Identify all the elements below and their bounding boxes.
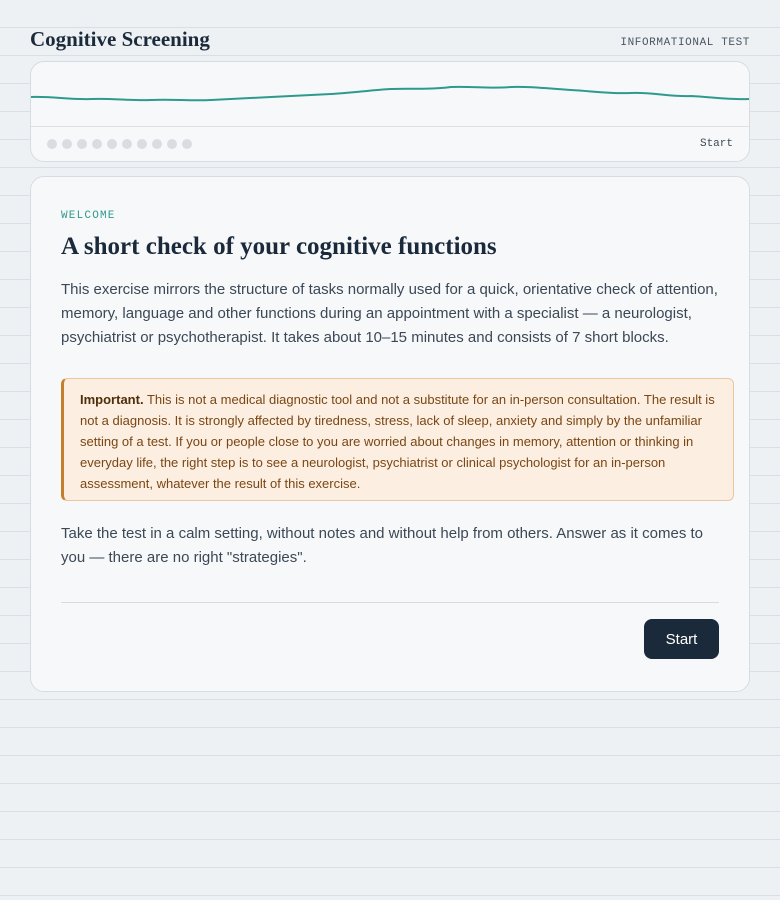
progress-divider [31,126,749,127]
progress-panel [30,61,750,162]
warning-paragraph [80,389,719,494]
eyebrow-label: WELCOME [61,210,116,222]
welcome-card [30,176,750,692]
test-type-tag: INFORMATIONAL TEST [620,37,750,49]
step-dot [182,139,192,149]
start-button[interactable]: Start [644,619,719,659]
step-dot [122,139,132,149]
warning-label: Important. [80,392,144,407]
intro-text: This exercise mirrors the structure of tasks normally used for a quick, orientative check of attention, memory, language and other functions during an appointment with a specialist — a neurologist, psychiatrist or psychotherapist. It takes about 10–15 minutes and consists of 7 short blocks. [61,281,718,346]
header [30,26,750,56]
current-step-label: Start [699,138,733,150]
step-dot [47,139,57,149]
step-dot [152,139,162,149]
instructions-text: Take the test in a calm setting, without notes and without help from others. Answer as it comes to you — there are no right "strategies". [61,525,703,566]
warning-text: This is not a medical diagnostic tool and not a substitute for an in-person consultation. The result is not a diagnosis. It is strongly affected by tiredness, stress, lack of sleep, anxiety and simply by the unfamiliar setting of a test. If you or people close to you are worried about changes in memory, attention or thinking in everyday life, the right step is to see a neurologist, psychiatrist or clinical psychologist for an in-person assessment, whatever the result of this exercise. [80,392,715,491]
step-dot [77,139,87,149]
step-dot [62,139,72,149]
step-dot [92,139,102,149]
step-dots [47,139,192,149]
app-title: Cognitive Screening [30,27,210,51]
warning-callout [61,378,734,501]
step-dot [167,139,177,149]
card-heading: A short check of your cognitive functions [61,233,497,260]
step-dot [107,139,117,149]
step-dot [137,139,147,149]
wave-decoration-icon [31,62,749,126]
card-divider [61,602,719,603]
